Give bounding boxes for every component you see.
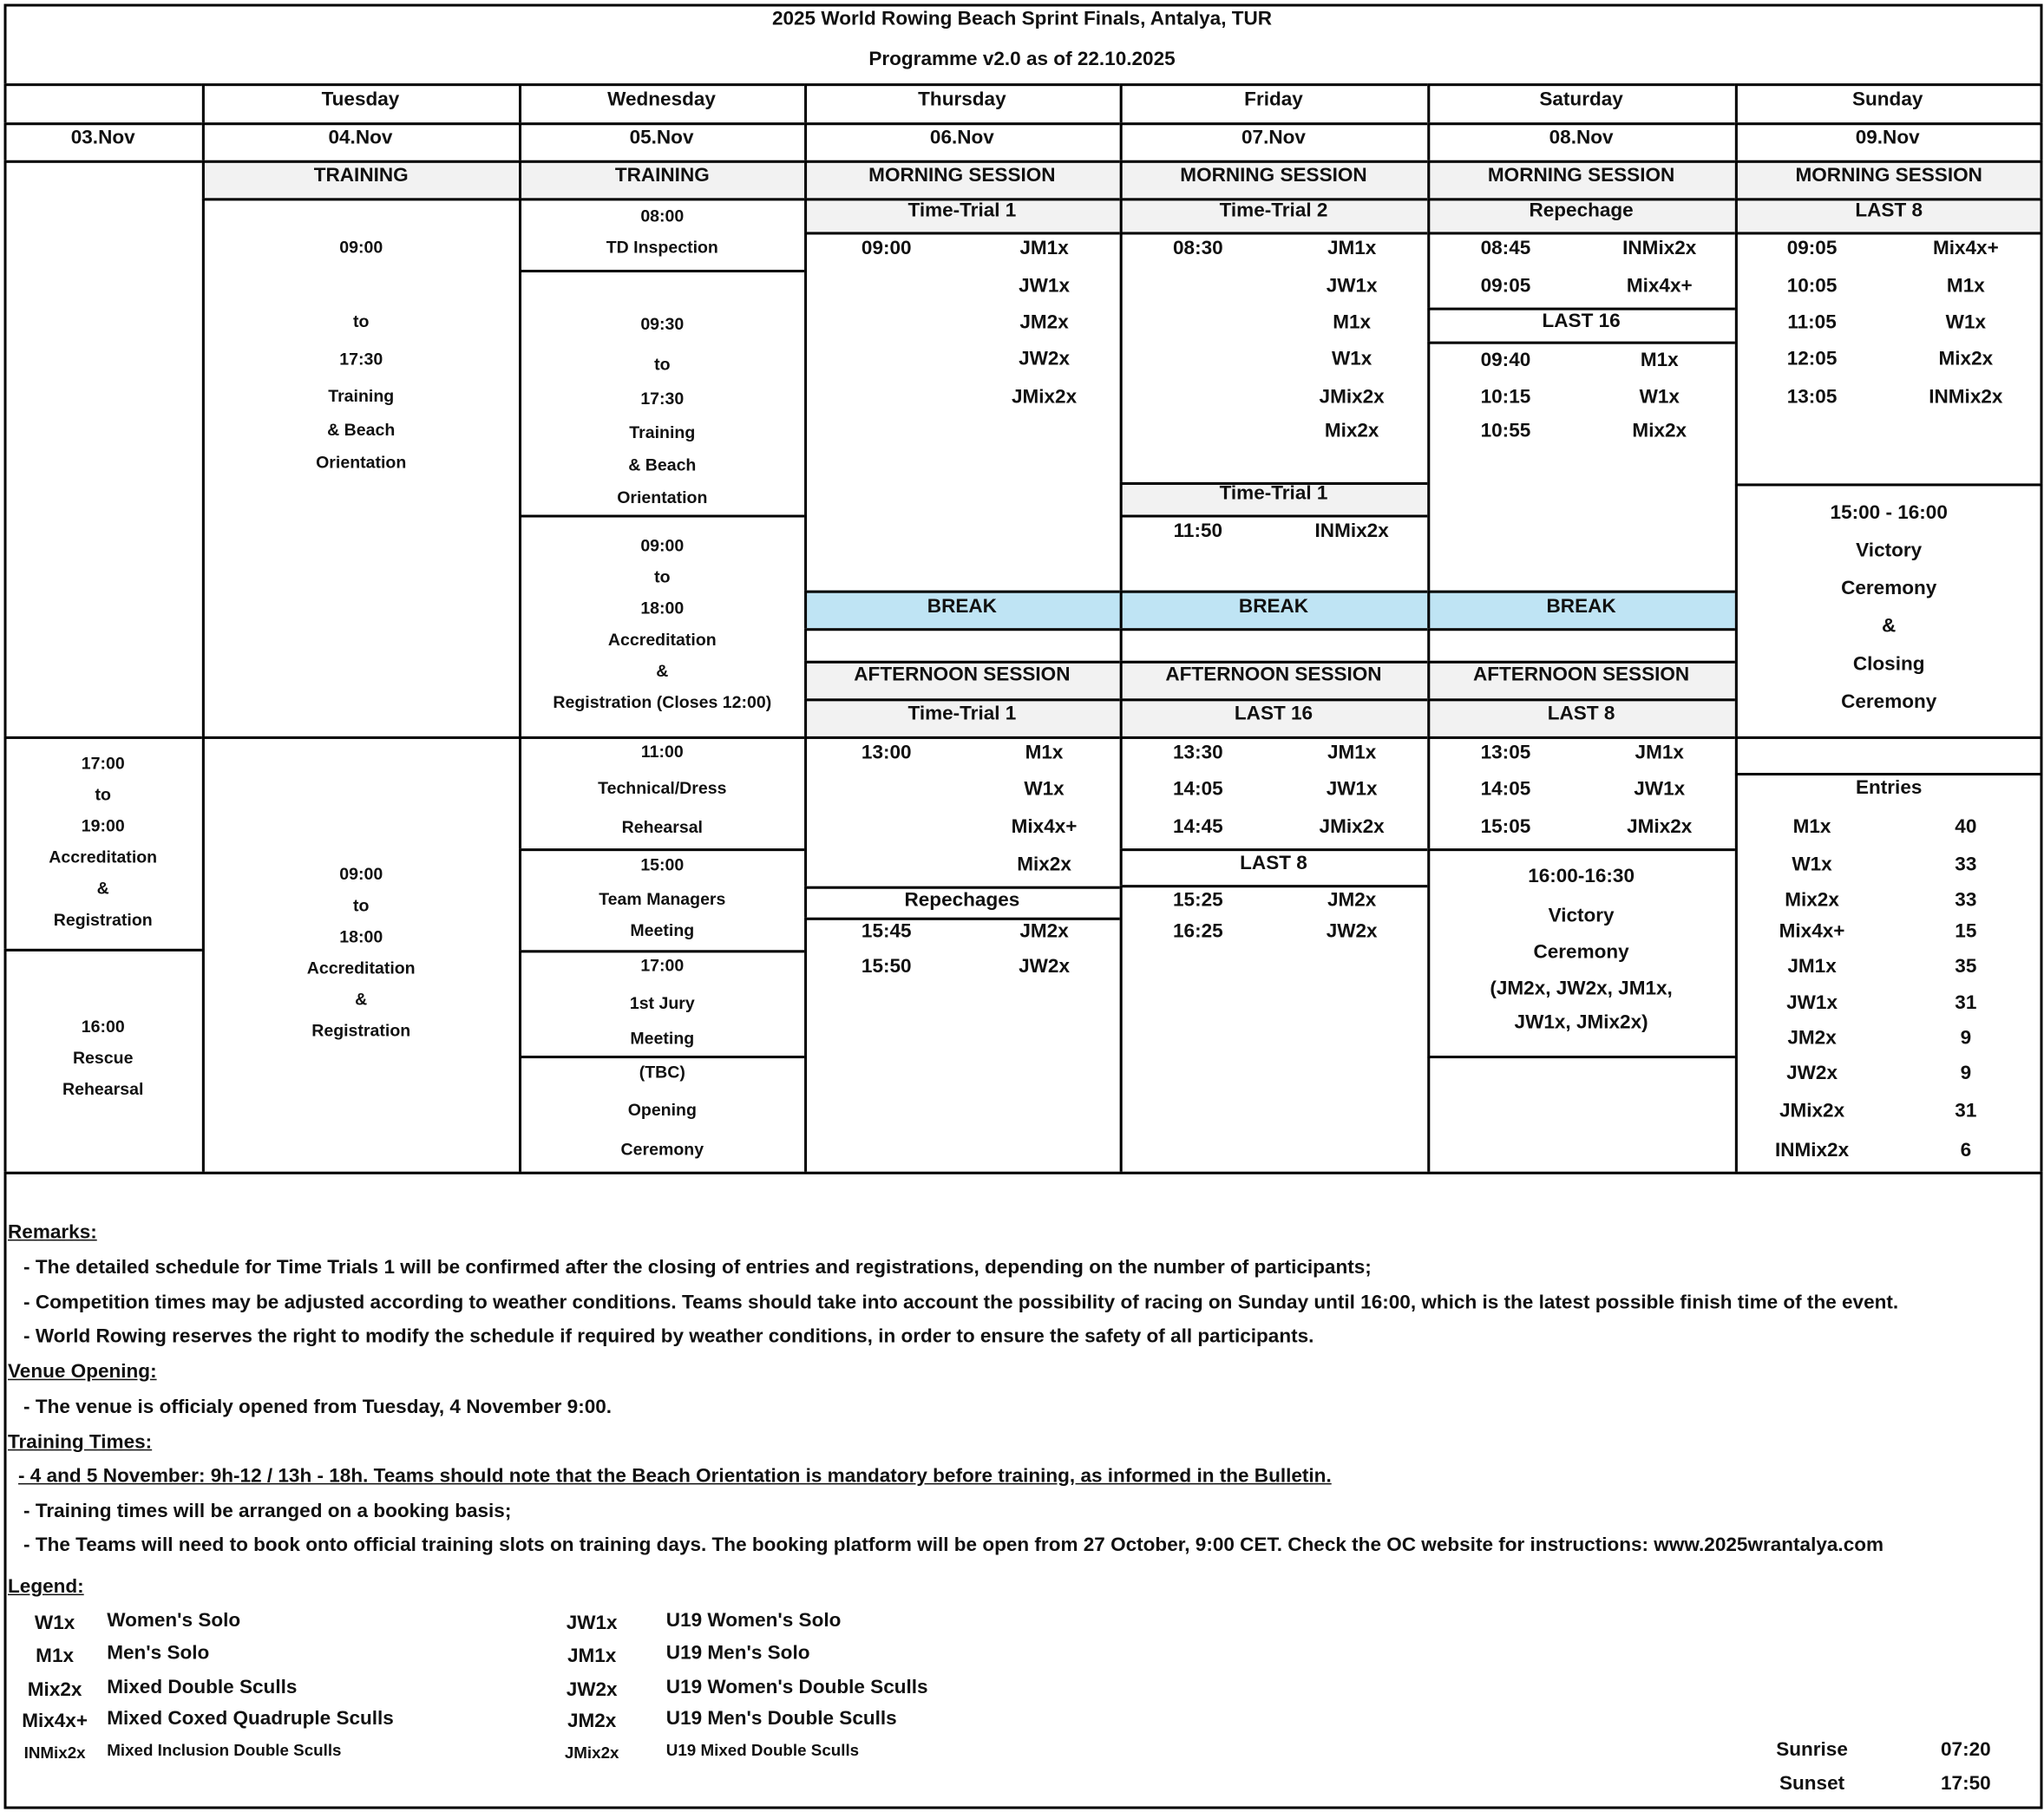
legend-desc: U19 Women's Double Sculls [665, 1676, 928, 1698]
day-label: Thursday [918, 88, 1006, 111]
race-time: 14:05 [1480, 778, 1531, 801]
race-time: 08:30 [1173, 237, 1223, 260]
training-heading: Training Times: [8, 1430, 153, 1454]
race-event: Mix4x+ [1011, 815, 1078, 839]
race-event: INMix2x [1622, 237, 1697, 260]
cell-line: Team Managers [599, 888, 726, 909]
entry-count: 9 [1960, 1027, 1972, 1050]
cell-line: Orientation [316, 452, 407, 472]
race-time: 09:00 [861, 237, 912, 260]
cell-line: 09:30 [640, 314, 685, 334]
entry-event: M1x [1792, 815, 1831, 839]
session-label: MORNING SESSION [868, 164, 1056, 186]
race-time: 10:55 [1480, 419, 1531, 442]
entry-count: 33 [1955, 888, 1977, 912]
entry-event: JW2x [1786, 1062, 1838, 1085]
race-event: JM2x [1327, 888, 1377, 912]
race-time: 13:05 [1786, 385, 1838, 409]
sunset-time: 17:50 [1941, 1772, 1991, 1796]
cell-line: 17:00 [81, 753, 125, 774]
session-label: TRAINING [614, 164, 710, 186]
race-event: JW1x [1326, 275, 1378, 298]
break-label: BREAK [1238, 595, 1309, 618]
entry-count: 15 [1955, 919, 1977, 943]
round-label: Time-Trial 1 [907, 199, 1017, 222]
race-event: JW2x [1019, 348, 1070, 370]
race-time: 15:50 [861, 955, 912, 978]
race-time: 09:05 [1786, 237, 1838, 260]
round-label: Time-Trial 1 [1219, 481, 1328, 505]
legend-code: Mix2x [27, 1678, 82, 1701]
legend-code: W1x [34, 1612, 75, 1635]
cell-line: to [95, 784, 111, 805]
legend-code: INMix2x [23, 1743, 86, 1763]
entry-count: 35 [1955, 955, 1977, 978]
empty-cell [804, 628, 1123, 664]
legend-desc: U19 Mixed Double Sculls [665, 1741, 860, 1760]
race-time: 15:05 [1480, 815, 1531, 839]
legend-desc: U19 Men's Solo [665, 1642, 810, 1665]
race-event: W1x [1024, 778, 1065, 801]
break-label: BREAK [927, 595, 997, 618]
race-time: 15:25 [1173, 888, 1223, 912]
round-label: Time-Trial 1 [907, 702, 1017, 725]
cell-line: Registration (Closes 12:00) [553, 691, 772, 712]
race-event: JMix2x [1319, 815, 1385, 839]
cell-line: & [355, 989, 368, 1009]
race-event: Mix2x [1632, 419, 1687, 442]
race-event: JM1x [1019, 237, 1069, 260]
legend-desc: U19 Men's Double Sculls [665, 1707, 897, 1730]
legend-code: M1x [36, 1645, 75, 1667]
cell-line: 15:00 - 16:00 [1830, 501, 1948, 525]
date-label: 07.Nov [1241, 126, 1306, 149]
date-label: 09.Nov [1855, 126, 1920, 149]
cell-line: Rescue [72, 1048, 134, 1068]
session-label: MORNING SESSION [1795, 164, 1982, 186]
legend-desc: Men's Solo [107, 1642, 210, 1665]
race-event: M1x [1946, 275, 1985, 298]
cell-line: JW1x, JMix2x) [1514, 1011, 1648, 1034]
races-cell [804, 232, 1123, 592]
entry-count: 31 [1955, 991, 1977, 1014]
cell-line: Training [629, 422, 696, 442]
day-label: Saturday [1539, 88, 1623, 111]
entries-title: Entries [1855, 776, 1923, 800]
venue-item: - The venue is officialy opened from Tuesday, 4 November 9:00. [23, 1396, 613, 1418]
race-time: 13:30 [1173, 741, 1223, 764]
race-time: 13:05 [1480, 741, 1531, 764]
sunrise-label: Sunrise [1776, 1738, 1848, 1761]
cell-line: 17:00 [640, 955, 685, 975]
date-label: 05.Nov [629, 126, 694, 149]
cell-line: & Beach [628, 455, 697, 474]
day-label: Sunday [1851, 88, 1923, 111]
cell-line: (JM2x, JW2x, JM1x, [1490, 977, 1673, 1000]
cell-line: Rehearsal [621, 817, 703, 837]
legend-code: JM1x [567, 1645, 617, 1667]
race-event: M1x [1640, 349, 1679, 372]
race-time: 12:05 [1786, 348, 1838, 370]
remark-item: - World Rowing reserves the right to modify the schedule if required by weather conditions, in order to ensure the safety of all participants. [23, 1325, 1314, 1348]
race-event: JM1x [1635, 741, 1684, 764]
race-event: Mix4x+ [1626, 275, 1693, 298]
races-cell [1120, 232, 1431, 484]
cell-line: Registration [311, 1020, 411, 1041]
race-event: JW2x [1326, 919, 1378, 943]
session-label: MORNING SESSION [1487, 164, 1675, 186]
races-cell [1427, 342, 1738, 593]
legend-code: JW1x [566, 1612, 618, 1635]
cell-line: & [96, 878, 109, 899]
race-time: 15:45 [861, 919, 912, 943]
race-event: INMix2x [1929, 385, 2003, 409]
day-label: Tuesday [321, 88, 400, 111]
accreditation-cell [202, 736, 521, 1174]
race-event: W1x [1639, 385, 1680, 409]
cell-line: Victory [1856, 540, 1923, 562]
session-label: AFTERNOON SESSION [1165, 663, 1382, 686]
legend-desc: Mixed Inclusion Double Sculls [107, 1741, 342, 1760]
training-item: - 4 and 5 November: 9h-12 / 13h - 18h. Teams should note that the Beach Orientation is mandatory before training, as informed in the Bulletin. [18, 1464, 1332, 1488]
races-cell [1120, 885, 1431, 1174]
entry-count: 6 [1960, 1139, 1972, 1161]
cell-line: Meeting [630, 1028, 695, 1049]
cell-line: & Beach [327, 419, 396, 440]
cell-line: Victory [1548, 904, 1615, 927]
entry-event: JM2x [1787, 1027, 1837, 1050]
cell-line: & [1882, 615, 1897, 638]
cell-line: 1st Jury [629, 992, 695, 1013]
cell-line: Ceremony [620, 1139, 704, 1159]
round-label: LAST 8 [1240, 852, 1307, 875]
race-time: 09:40 [1480, 349, 1531, 372]
race-event: JM2x [1019, 311, 1069, 334]
cell-line: 11:00 [640, 741, 684, 762]
race-time: 16:25 [1173, 919, 1223, 943]
cell-line: Ceremony [1841, 577, 1937, 600]
remark-item: - The detailed schedule for Time Trials 1 will be confirmed after the closing of entries and registrations, depending on the number of participants; [23, 1256, 1372, 1279]
session-label: TRAINING [313, 164, 409, 186]
entry-event: JM1x [1787, 955, 1837, 978]
cell-line: 16:00-16:30 [1528, 865, 1635, 888]
empty-cell [1427, 1056, 1738, 1174]
cell-line: to [654, 566, 671, 587]
race-event: JM1x [1327, 741, 1377, 764]
race-event: Mix2x [1017, 854, 1071, 876]
empty-cell [1427, 628, 1738, 664]
race-time: 08:45 [1480, 237, 1531, 260]
cell-line: 17:30 [339, 349, 383, 370]
race-event: M1x [1025, 741, 1064, 764]
sunrise-time: 07:20 [1941, 1738, 1991, 1761]
cell-line: (TBC) [639, 1062, 685, 1083]
date-label: 04.Nov [328, 126, 393, 149]
cell-line: 09:00 [339, 864, 383, 884]
legend-code: JMix2x [564, 1743, 619, 1763]
entry-count: 40 [1955, 815, 1977, 839]
date-label: 06.Nov [929, 126, 994, 149]
race-time: 11:05 [1787, 311, 1837, 334]
round-label: Repechages [904, 888, 1020, 912]
cell-line: Accreditation [49, 847, 158, 867]
cell-line: Registration [53, 909, 153, 930]
cell-line: Technical/Dress [598, 778, 727, 798]
races-cell [1735, 232, 2043, 486]
training-item: - Training times will be arranged on a booking basis; [23, 1500, 512, 1522]
cell-line: 16:00 [81, 1016, 125, 1037]
cell-line: 17:30 [640, 388, 685, 409]
race-event: JM2x [1019, 919, 1069, 943]
round-label: Repechage [1529, 199, 1634, 222]
entry-event: Mix2x [1785, 888, 1839, 912]
day-label: Friday [1244, 88, 1303, 111]
legend-code: Mix4x+ [22, 1710, 88, 1732]
cell-line: Accreditation [607, 629, 717, 650]
race-event: JMix2x [1011, 385, 1078, 409]
race-event: JW1x [1326, 778, 1378, 801]
empty-cell [1735, 736, 2043, 775]
entry-count: 31 [1955, 1100, 1977, 1122]
remark-item: - Competition times may be adjusted according to weather conditions. Teams should take into account the possibility of racing on Sunday until 16:00, which is the latest possible finish time of the event. [23, 1292, 1899, 1314]
cell-line: Accreditation [306, 958, 416, 978]
round-label: LAST 16 [1542, 310, 1621, 333]
venue-heading: Venue Opening: [8, 1360, 157, 1384]
legend-desc: Women's Solo [107, 1609, 241, 1632]
race-event: JM1x [1327, 237, 1377, 260]
race-time: 09:05 [1480, 275, 1531, 298]
legend-desc: U19 Women's Solo [665, 1609, 842, 1632]
date-label: 08.Nov [1549, 126, 1614, 149]
race-event: JMix2x [1319, 385, 1385, 409]
round-label: LAST 8 [1855, 199, 1923, 222]
legend-code: JW2x [566, 1678, 618, 1701]
race-time: 10:05 [1786, 275, 1838, 298]
cell-line: Opening [627, 1100, 697, 1120]
race-event: JW2x [1019, 955, 1070, 978]
break-label: BREAK [1546, 595, 1616, 618]
day-header [4, 83, 205, 125]
session-label: MORNING SESSION [1180, 164, 1367, 186]
race-event: Mix2x [1324, 419, 1379, 442]
race-event: W1x [1945, 311, 1987, 334]
round-label: Time-Trial 2 [1219, 199, 1328, 222]
entry-event: INMix2x [1774, 1139, 1850, 1161]
page-subtitle: Programme v2.0 as of 22.10.2025 [868, 48, 1176, 71]
cell-line: 18:00 [640, 598, 685, 618]
race-event: M1x [1333, 311, 1372, 334]
races-cell [804, 736, 1123, 889]
cell-line: to [352, 895, 370, 915]
cell-line: Ceremony [1841, 690, 1937, 713]
race-event: W1x [1331, 348, 1372, 370]
legend-desc: Mixed Double Sculls [107, 1676, 298, 1698]
cell-line: 08:00 [640, 206, 685, 226]
race-time: 13:00 [861, 741, 912, 764]
entry-count: 33 [1955, 854, 1977, 876]
date-label: 03.Nov [70, 126, 135, 149]
cell-line: TD Inspection [606, 237, 718, 258]
cell-line: & [656, 660, 669, 681]
remarks-heading: Remarks: [8, 1220, 97, 1244]
race-event: Mix4x+ [1932, 237, 1999, 260]
cell-line: to [654, 354, 671, 375]
sunset-label: Sunset [1779, 1772, 1845, 1796]
entry-event: JW1x [1786, 991, 1838, 1014]
cell-line: to [352, 311, 370, 331]
empty-cell [1120, 628, 1431, 664]
cell-line: 09:00 [640, 535, 685, 556]
race-event: JW1x [1634, 778, 1686, 801]
training-item: - The Teams will need to book onto official training slots on training days. The booking platform will be open from 27 October, 9:00 CET. Check the OC website for instructions: www.2025wrantalya.com [23, 1534, 1884, 1557]
round-label: LAST 16 [1234, 702, 1314, 725]
session-label: AFTERNOON SESSION [1472, 663, 1690, 686]
cell-line: Orientation [617, 487, 708, 507]
cell-line: 15:00 [640, 854, 685, 875]
cell-line: Closing [1852, 652, 1925, 676]
race-event: INMix2x [1314, 520, 1389, 543]
session-label: AFTERNOON SESSION [854, 663, 1071, 686]
race-event: JMix2x [1627, 815, 1693, 839]
page-title: 2025 World Rowing Beach Sprint Finals, Antalya, TUR [771, 8, 1273, 30]
legend-code: JM2x [567, 1710, 617, 1732]
cell-line: Training [328, 385, 395, 406]
race-event: JW1x [1019, 275, 1070, 298]
race-time: 14:45 [1173, 815, 1223, 839]
day-label: Wednesday [607, 88, 716, 111]
entry-count: 9 [1960, 1062, 1972, 1085]
race-time: 10:15 [1480, 385, 1531, 409]
entry-event: JMix2x [1779, 1100, 1845, 1122]
legend-heading: Legend: [8, 1575, 84, 1599]
cell-line: Ceremony [1533, 940, 1629, 964]
entry-event: W1x [1792, 854, 1832, 876]
entry-event: Mix4x+ [1779, 919, 1845, 943]
races-cell [804, 918, 1123, 1174]
cell-line: Meeting [630, 919, 695, 940]
legend-desc: Mixed Coxed Quadruple Sculls [107, 1707, 394, 1730]
race-event: Mix2x [1938, 348, 1994, 370]
round-label: LAST 8 [1547, 702, 1615, 725]
race-time: 11:50 [1173, 520, 1223, 543]
empty-cell [4, 160, 205, 739]
cell-line: 09:00 [339, 237, 383, 258]
cell-line: Rehearsal [62, 1079, 144, 1099]
cell-line: 19:00 [81, 815, 125, 836]
race-time: 14:05 [1173, 778, 1223, 801]
cell-line: 18:00 [339, 926, 383, 946]
